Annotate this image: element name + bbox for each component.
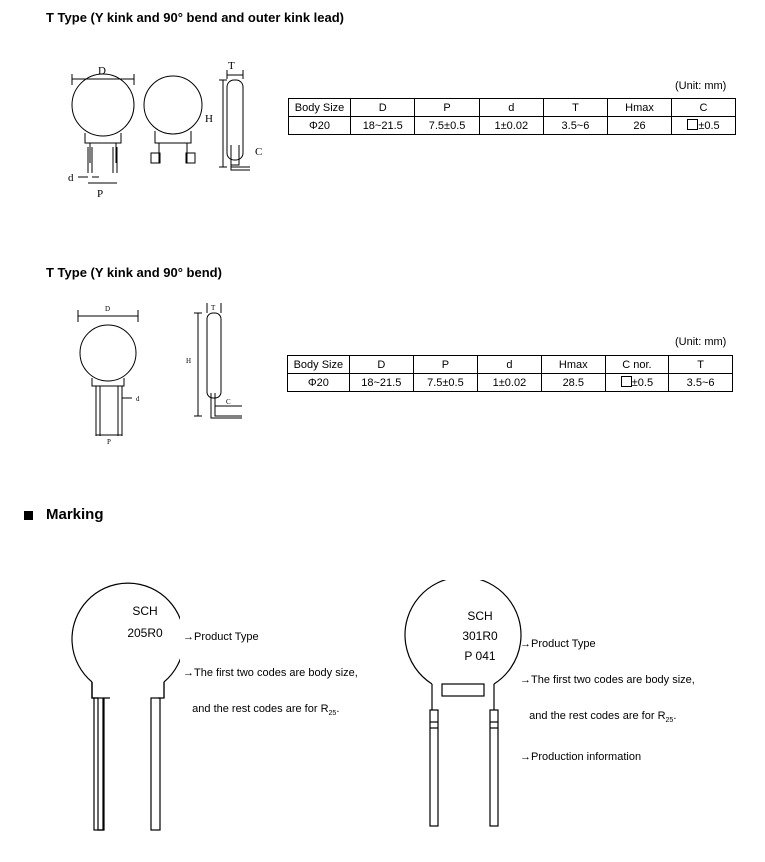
table-cell: Φ20 bbox=[288, 374, 350, 392]
label-d: d bbox=[68, 172, 74, 184]
marking-left-notes bbox=[183, 607, 358, 732]
table-header-cell: Hmax bbox=[607, 99, 671, 117]
diagram-2 bbox=[70, 298, 260, 448]
table-cell: 1±0.02 bbox=[477, 374, 541, 392]
table-header-cell: D bbox=[349, 356, 413, 374]
table-cell: 1±0.02 bbox=[479, 117, 543, 135]
table-row bbox=[288, 374, 733, 392]
table-row bbox=[289, 117, 736, 135]
table-cell: 28.5 bbox=[541, 374, 605, 392]
table-cell: 3.5~6 bbox=[669, 374, 733, 392]
unit-label-2: (Unit: mm) bbox=[675, 336, 727, 348]
label-T: T bbox=[228, 60, 235, 72]
label-D: D bbox=[98, 65, 106, 77]
box-icon bbox=[687, 119, 698, 130]
marking-right-code bbox=[450, 606, 510, 666]
table-header-cell: C bbox=[672, 99, 736, 117]
section-2-title: T Type (Y kink and 90° bend) bbox=[46, 265, 222, 280]
label-C: C bbox=[255, 146, 263, 158]
table-cell: ±0.5 bbox=[672, 117, 736, 135]
section-1-title: T Type (Y kink and 90° bend and outer kink lead) bbox=[46, 10, 345, 25]
note-line: →Product Type bbox=[183, 631, 259, 643]
note-line: →The first two codes are body size, bbox=[183, 667, 358, 679]
table-cell: 18~21.5 bbox=[349, 374, 413, 392]
diagram-1 bbox=[55, 55, 275, 205]
table-header-cell: P bbox=[413, 356, 477, 374]
label-H: H bbox=[205, 113, 213, 125]
marking-line: 205R0 bbox=[127, 626, 163, 640]
label-D: D bbox=[105, 305, 111, 313]
label-T: T bbox=[211, 304, 216, 312]
table-header-cell: P bbox=[415, 99, 479, 117]
spec-table-1 bbox=[288, 98, 736, 135]
table-header-cell: Body Size bbox=[289, 99, 351, 117]
table-header-cell: d bbox=[477, 356, 541, 374]
table-cell: 7.5±0.5 bbox=[413, 374, 477, 392]
marking-line: P 041 bbox=[464, 649, 496, 663]
table-header-cell: d bbox=[479, 99, 543, 117]
table-header-cell: T bbox=[543, 99, 607, 117]
spec-table-2 bbox=[287, 355, 733, 392]
label-P: P bbox=[97, 188, 104, 200]
note-line: →Product Type bbox=[520, 638, 596, 650]
marking-left-code bbox=[110, 600, 180, 644]
note-line: and the rest codes are for $R_{25}$. bbox=[183, 703, 340, 718]
table-header-cell: Hmax bbox=[541, 356, 605, 374]
table-cell: 7.5±0.5 bbox=[415, 117, 479, 135]
table-header-cell: Body Size bbox=[288, 356, 350, 374]
table-header-row bbox=[288, 356, 733, 374]
marking-line: SCH bbox=[467, 609, 493, 623]
note-line: and the rest codes are for $R_{25}$. bbox=[520, 710, 677, 725]
table-cell: Φ20 bbox=[289, 117, 351, 135]
note-line: →The first two codes are body size, bbox=[520, 674, 695, 686]
table-header-cell: T bbox=[669, 356, 733, 374]
table-cell: 26 bbox=[607, 117, 671, 135]
bullet-icon bbox=[24, 511, 33, 520]
table-header-cell: D bbox=[351, 99, 415, 117]
marking-right-notes bbox=[520, 614, 695, 775]
box-icon bbox=[621, 376, 632, 387]
unit-label-1: (Unit: mm) bbox=[675, 80, 727, 92]
marking-line: SCH bbox=[132, 604, 158, 618]
marking-title: Marking bbox=[46, 506, 104, 523]
label-P: P bbox=[107, 438, 111, 446]
note-line: →Production information bbox=[520, 751, 642, 764]
table-cell: ±0.5 bbox=[605, 374, 669, 392]
marking-line: 301R0 bbox=[462, 629, 498, 643]
table-cell: 3.5~6 bbox=[543, 117, 607, 135]
table-cell: 18~21.5 bbox=[351, 117, 415, 135]
table-header-row bbox=[289, 99, 736, 117]
label-C: C bbox=[226, 398, 231, 406]
label-H: H bbox=[186, 357, 192, 365]
table-header-cell: C nor. bbox=[605, 356, 669, 374]
label-d: d bbox=[136, 395, 140, 403]
